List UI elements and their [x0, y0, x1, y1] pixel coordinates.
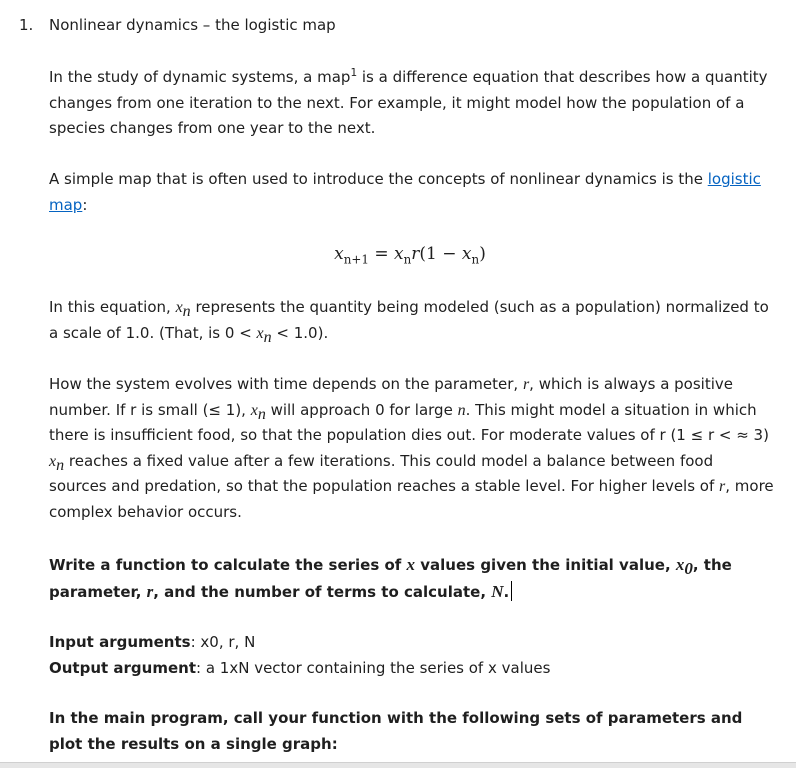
- logistic-equation: $x_{n+1} = x_nr(1 - x_n)$: [334, 244, 486, 267]
- page-bottom-edge: [0, 762, 796, 768]
- task-instruction-paragraph: Write a function to calculate the series of x values given the initial value, $x_0$, the parameter, r, and the number of terms to calculate, N.: [49, 555, 732, 601]
- input-arguments-value: : x0, r, N: [190, 633, 256, 651]
- output-argument-label: Output argument: [49, 658, 196, 677]
- logistic-map-link[interactable]: logistic map: [49, 170, 761, 214]
- section-heading: [19, 14, 336, 36]
- main-program-instruction: In the main program, call your function with the following sets of parameters and plot the results on a single graph:: [49, 709, 743, 753]
- section-title: Nonlinear dynamics – the logistic map: [49, 16, 336, 34]
- arguments-paragraph: [49, 630, 774, 681]
- text-cursor: [511, 581, 512, 601]
- equation-explanation-paragraph: In this equation, $x_n$ represents the quantity being modeled (such as a population) normalized to a scale of 1.0. (That, is $0 < x_n < 1.0$).: [49, 298, 769, 346]
- intro-paragraph: In the study of dynamic systems, a map$^1$ is a difference equation that describes how a quantity changes from one iteration to the next. For example, it might model how the population of a species changes from one year to the next.: [49, 67, 768, 138]
- footnote-marker[interactable]: 1: [350, 67, 358, 79]
- output-argument-value: : a 1xN vector containing the series of x values: [196, 658, 551, 677]
- input-arguments-label: Input arguments: [49, 633, 191, 651]
- logistic-map-paragraph: A simple map that is often used to introduce the concepts of nonlinear dynamics is the logistic map:: [49, 170, 761, 214]
- parameter-behavior-paragraph: How the system evolves with time depends on the parameter, r, which is always a positive number. If r is small (≤ 1), $x_n$ will approach 0 for large n. This might model a situation in which there is insufficient food, so that the population dies out. For moderate values of r (1 ≤ r < ≈ 3) $x_n$ reaches a fixed value after a few iterations. This could model a balance between food sources and predation, so that the population reaches a stable level. For higher levels of r, more complex behavior occurs.: [49, 375, 774, 521]
- list-number: 1.: [19, 16, 34, 34]
